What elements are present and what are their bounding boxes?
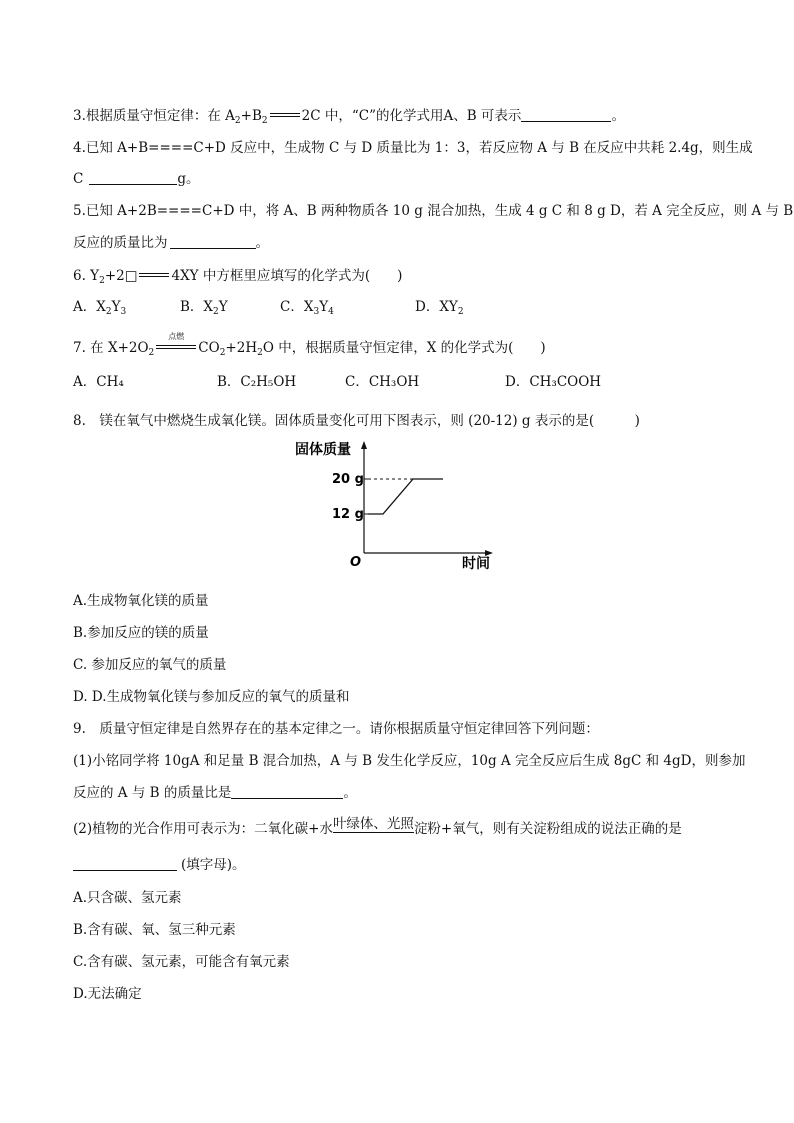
q8-option-c[interactable]: C. 参加反应的氧气的质量: [73, 657, 227, 673]
question-6: 6. $Y_2+2□$ 4XY 中方框里应填写的化学式为( ): [73, 268, 403, 286]
q8-option-a[interactable]: A.生成物氧化镁的质量: [73, 593, 209, 609]
answer-blank[interactable]: [73, 856, 177, 871]
question-4: 4.已知 A+B====C+D 反应中，生成物 C 与 D 质量比为 1：3，若反应物 A 与 B 在反应中共耗 2.4g，则生成: [73, 140, 753, 156]
chart-origin: O: [350, 555, 362, 570]
q9-option-a[interactable]: A.只含碳、氢元素: [73, 890, 182, 906]
q7-option-d[interactable]: D．CH₃COOH: [505, 374, 602, 390]
q9-option-c[interactable]: C.含有碳、氢元素，可能含有氧元素: [73, 954, 290, 970]
y-tick-label-20: 20 g: [332, 472, 364, 487]
question-9-part2-line2: (填字母)。: [73, 853, 246, 873]
question-5-line2: 反应的质量比为 。: [73, 235, 269, 251]
answer-blank[interactable]: [170, 234, 256, 249]
question-9-part1: (1)小铭同学将 10gA 和足量 B 混合加热，A 与 B 发生化学反应，10g A 完全反应后生成 8gC 和 4gD，则参加: [73, 753, 746, 769]
y-axis-arrow: [361, 441, 367, 449]
question-7: 7. 在 $X+2O_2$ 点燃 $CO_2+2H_2O$ 中，根据质量守恒定律，X 的化学式为( ): [73, 332, 546, 358]
q7-option-b[interactable]: B．C₂H₅OH: [217, 374, 297, 390]
equals-sign: [268, 108, 302, 124]
chart-xlabel: 时间: [462, 556, 490, 572]
y-tick-label-12: 12 g: [332, 507, 364, 522]
question-9-part2: (2)植物的光合作用可表示为：二氧化碳+水叶绿体、光照淀粉+氧气，则有关淀粉组成的说法正确的是: [73, 817, 682, 838]
question-9-part1-line2: 反应的 A 与 B 的质量比是 。: [73, 785, 357, 801]
q8-option-d[interactable]: D. D.生成物氧化镁与参加反应的氧气的质量和: [73, 689, 350, 705]
q7-option-a[interactable]: A．CH₄: [73, 374, 124, 390]
q6-option-c[interactable]: C．$X_3Y_4$: [280, 299, 334, 317]
q6-option-b[interactable]: B．$X_2Y$: [180, 299, 228, 317]
q6-option-d[interactable]: D．$XY_2$: [415, 299, 464, 317]
answer-blank[interactable]: [89, 170, 177, 185]
q7-option-c[interactable]: C．CH₃OH: [345, 374, 420, 390]
mass-series-line: [368, 479, 443, 514]
chart-ylabel: 固体质量: [295, 442, 351, 458]
question-8: 8. 镁在氧气中燃烧生成氧化镁。固体质量变化可用下图表示，则 (20-12) g 表示的是( ): [73, 413, 640, 429]
q6-option-a[interactable]: A．$X_2Y_3$: [73, 299, 127, 317]
equals-sign: [139, 273, 169, 277]
question-3: 3.根据质量守恒定律：在 $A_2+B_2$ 2C 中，“C”的化学式用A、B 可表示 。: [73, 108, 625, 126]
question-4-line2: C g。: [73, 171, 200, 187]
question-5: 5.已知 A+2B====C+D 中，将 A、B 两种物质各 10 g 混合加热，生成 4 g C 和 8 g D，若 A 完全反应，则 A 与 B: [73, 203, 794, 219]
reaction-condition: 叶绿体、光照: [333, 817, 414, 838]
answer-blank[interactable]: [521, 107, 611, 122]
question-9: 9. 质量守恒定律是自然界存在的基本定律之一。请你根据质量守恒定律回答下列问题：: [73, 721, 599, 737]
mass-time-chart: [290, 438, 510, 578]
reaction-arrow: 点燃: [154, 340, 198, 356]
answer-blank[interactable]: [231, 784, 343, 799]
q8-option-b[interactable]: B.参加反应的镁的质量: [73, 625, 209, 641]
q9-option-d[interactable]: D.无法确定: [73, 986, 142, 1002]
q9-option-b[interactable]: B.含有碳、氧、氢三种元素: [73, 922, 236, 938]
